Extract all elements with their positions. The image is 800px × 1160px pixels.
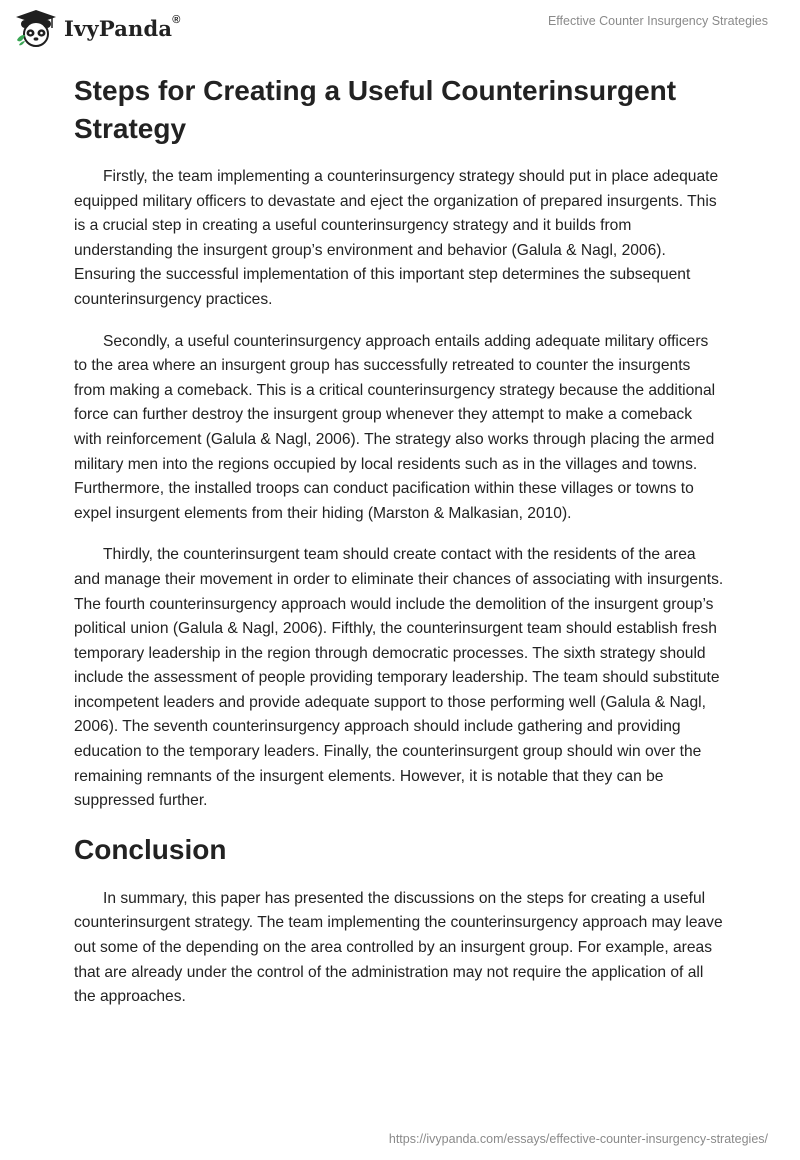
panda-graduate-icon: [14, 8, 58, 48]
source-url[interactable]: https://ivypanda.com/essays/effective-counter-insurgency-strategies/: [388, 1132, 768, 1146]
conclusion-heading: Conclusion: [74, 833, 227, 865]
section-heading: Steps for Creating a Useful Counterinsurgent Strategy: [74, 75, 677, 144]
paragraph-3: Thirdly, the counterinsurgent team should create contact with the residents of the area and manage their movement in order to eliminate their chances of associating with insurgents. The fourth counterinsurgency approach would include the demolition of the insurgent group’s political union (Galula & Nagl, 2006). Fifthly, the counterinsurgent team should establish fresh temporary leadership in the region through democratic processes. The sixth strategy should include the assessment of people providing temporary leadership. The team should substitute incompetent leaders and provide adequate support to those performing well (Galula & Nagl, 2006). The seventh counterinsurgency approach should include gathering and providing education to the temporary leaders. Finally, the counterinsurgent group should win over the remaining remnants of the insurgent elements. However, it is notable that they can be suppressed further.: [74, 546, 724, 810]
paragraph-1: Firstly, the team implementing a counterinsurgency strategy should put in place adequate equipped military officers to devastate and eject the organization of prepared insurgents. This is a crucial step in creating a useful counterinsurgency strategy and it builds from understanding the insurgent group’s environment and behavior (Galula & Nagl, 2006). Ensuring the successful implementation of this important step determines the subsequent counterinsurgency practices.: [74, 168, 719, 308]
paragraph-2: Secondly, a useful counterinsurgency approach entails adding adequate military officers to the area where an insurgent group has successfully retreated to counter the insurgents from making a comeback. This is a critical counterinsurgency strategy because the additional force can further destroy the insurgent group whenever they attempt to make a comeback with reinforcement (Galula & Nagl, 2006). The strategy also works through placing the armed military men into the regions occupied by local residents such as in the villages and towns. Furthermore, the installed troops can conduct pacification within these villages or towns to expel insurgent elements from their hiding (Marston & Malkasian, 2010).: [74, 332, 716, 522]
brand-logo[interactable]: [14, 8, 181, 48]
page-header: [0, 0, 800, 60]
brand-name: IvyPanda®: [64, 13, 181, 41]
article-content: [74, 72, 724, 1027]
document-title: Effective Counter Insurgency Strategies: [547, 14, 768, 28]
conclusion-paragraph: In summary, this paper has presented the discussions on the steps for creating a useful counterinsurgent strategy. The team implementing the counterinsurgency approach may leave out some of the depending on the area controlled by an insurgent group. For example, areas that are already under the control of the administration may not require the application of all the approaches.: [74, 889, 723, 1006]
